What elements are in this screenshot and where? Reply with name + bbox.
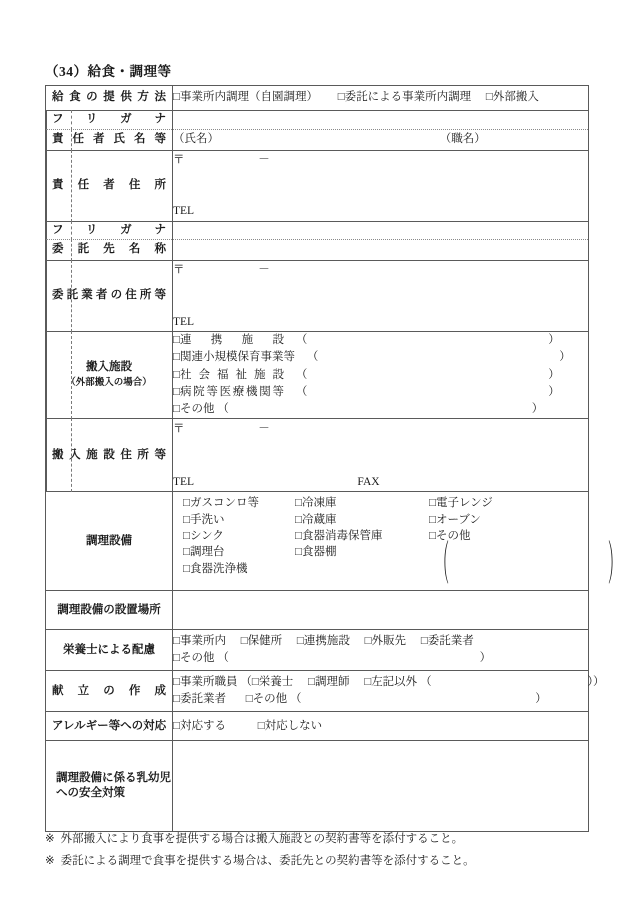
footnote-2: ※ 委託による調理で食事を提供する場合は、委託先との契約書等を添付すること。	[45, 855, 475, 868]
checkbox-refrigerator[interactable]: □ 冷蔵庫	[295, 514, 336, 526]
field-manager-name[interactable]	[173, 129, 589, 150]
hint-job-title: （職名）	[439, 132, 486, 145]
checkbox-allergy-yes[interactable]: □ 対応する	[173, 720, 226, 732]
equipment-column-3	[429, 495, 621, 591]
checkbox-contracted-onsite-cooking[interactable]: □ 委託による事業所内調理	[338, 91, 471, 103]
checkbox-nutri-onsite[interactable]: □ 事業所内	[173, 635, 226, 647]
menu-close-parens: ））	[587, 676, 605, 689]
footnote-1: ※ 外部搬入により食事を提供する場合は搬入施設との契約書等を添付すること。	[45, 833, 464, 845]
checkbox-gas-stove[interactable]: □ ガスコンロ等	[183, 497, 259, 509]
row-menu-creation	[46, 671, 589, 712]
label-nutritionist: 栄養士による配慮	[46, 630, 173, 671]
cell-allergy-options	[173, 712, 589, 741]
field-safety-measures[interactable]	[173, 741, 589, 832]
row-safety-measures	[46, 741, 589, 832]
field-manager-address[interactable]	[173, 150, 589, 221]
label-manager-furigana: フリガナ	[46, 111, 173, 130]
checkbox-oven[interactable]: □ オーブン	[429, 514, 481, 526]
label-contractor-furigana: フリガナ	[46, 221, 173, 240]
label-equipment-location: 調理設備の設置場所	[46, 591, 173, 630]
checkbox-hospital-medical[interactable]: □ 病院等医療機関等	[173, 386, 284, 398]
label-manager-tel: TEL	[173, 205, 195, 218]
bracket-right: ）	[607, 536, 621, 591]
page-title: （34）給食・調理等	[45, 64, 172, 79]
equipment-other-input-bracket[interactable]	[436, 536, 621, 591]
field-contractor-furigana[interactable]	[173, 221, 589, 240]
row-meal-method	[46, 86, 589, 111]
label-delivery-fax: FAX	[357, 475, 380, 488]
equipment-column-1	[183, 495, 295, 587]
equipment-column-2	[295, 495, 429, 587]
row-manager-name	[46, 129, 589, 150]
checkbox-delivery-other[interactable]: □ その他	[173, 403, 214, 415]
checkbox-partner-facility[interactable]: □ 連携施設	[173, 334, 284, 346]
checkbox-dishwasher[interactable]: □ 食器洗浄機	[183, 563, 247, 575]
field-manager-furigana[interactable]	[173, 111, 589, 130]
checkbox-nutri-partner-facility[interactable]: □ 連携施設	[297, 635, 350, 647]
label-contractor-address: 委託業者の住所等	[46, 261, 173, 332]
row-contractor-furigana	[46, 221, 589, 240]
checkbox-nutri-health-center[interactable]: □ 保健所	[241, 635, 282, 647]
postal-mark-icon: 〒	[173, 422, 185, 435]
checkbox-onsite-cooking[interactable]: □ 事業所内調理（自園調理）	[173, 91, 318, 103]
kyushoku-form-table	[45, 85, 621, 832]
postal-dash: －	[258, 422, 270, 435]
field-contractor-name[interactable]	[173, 240, 589, 261]
cell-meal-method-options	[173, 86, 589, 111]
checkbox-sink[interactable]: □ シンク	[183, 530, 224, 542]
row-nutritionist	[46, 630, 589, 671]
checkbox-menu-other[interactable]: □ その他	[246, 693, 287, 705]
label-safety-measures: 調理設備に係る乳幼児への安全対策	[46, 741, 173, 832]
row-equipment-location	[46, 591, 589, 630]
cell-cooking-equipment	[173, 492, 621, 591]
footnote-mark: ※	[45, 833, 55, 845]
row-cooking-equipment	[46, 492, 589, 591]
label-menu-creation: 献立の作成	[46, 671, 173, 712]
checkbox-freezer[interactable]: □ 冷凍庫	[295, 497, 336, 509]
label-delivery-tel: TEL	[173, 475, 194, 488]
cell-menu-creation-options: □ 事業所職員 （ □ 栄養士 □ 調理師 □ 左記以外 （ ）） □ 委託業者 □ その他 （ ）	[173, 671, 589, 712]
checkbox-prep-table[interactable]: □ 調理台	[183, 546, 224, 558]
row-contractor-name	[46, 240, 589, 261]
label-delivery-address: 搬入施設住所等	[46, 419, 173, 492]
label-meal-method: 給食の提供方法	[46, 86, 173, 111]
row-allergy	[46, 712, 589, 741]
checkbox-menu-staff[interactable]: □ 事業所職員	[173, 676, 237, 688]
checkbox-dish-sterilizer[interactable]: □ 食器消毒保管庫	[295, 530, 382, 542]
row-delivery-facility	[46, 332, 589, 419]
label-allergy: アレルギー等への対応	[46, 712, 173, 741]
checkbox-nutri-contractor[interactable]: □ 委託業者	[421, 635, 474, 647]
label-contractor-name: 委託先名称	[46, 240, 173, 261]
checkbox-external-delivery[interactable]: □ 外部搬入	[486, 91, 539, 103]
label-manager-address: 責任者住所	[46, 150, 173, 221]
cell-nutritionist-options: □ 事業所内 □ 保健所 □ 連携施設 □ 外販先 □ 委託業者 □ その他 （ ）	[173, 630, 589, 671]
checkbox-social-welfare-facility[interactable]: □ 社会福祉施設	[173, 369, 284, 381]
bracket-left: （	[436, 536, 450, 591]
label-contractor-tel: TEL	[173, 315, 195, 328]
checkbox-small-scale-childcare[interactable]: □ 関連小規模保育事業等	[173, 351, 295, 363]
label-delivery-facility: 搬入施設 （外部搬入の場合）	[46, 332, 173, 419]
checkbox-menu-other-than-left[interactable]: □ 左記以外	[364, 676, 417, 688]
checkbox-menu-chef[interactable]: □ 調理師	[308, 676, 349, 688]
cell-delivery-facility-options: □ 連携施設 （ ） □ 関連小規模保育事業等 （ ） □ 社会福祉施設 （ ） □ 病院等医療機関等 （ ） □ その他 （ ）	[173, 332, 589, 419]
postal-mark-icon: 〒	[173, 153, 185, 166]
postal-mark-icon: 〒	[173, 264, 185, 277]
field-equipment-location[interactable]	[173, 591, 589, 630]
checkbox-menu-nutritionist[interactable]: □ 栄養士	[252, 676, 293, 688]
checkbox-handwash[interactable]: □ 手洗い	[183, 514, 224, 526]
checkbox-equipment-other[interactable]: □ その他	[429, 530, 470, 542]
footnotes	[45, 828, 605, 873]
row-contractor-address	[46, 261, 589, 332]
label-manager-name: 責任者氏名等	[46, 129, 173, 150]
row-manager-furigana	[46, 111, 589, 130]
checkbox-microwave[interactable]: □ 電子レンジ	[429, 497, 493, 509]
field-contractor-address[interactable]	[173, 261, 589, 332]
postal-dash: －	[258, 264, 270, 277]
field-delivery-address[interactable]	[173, 419, 589, 492]
label-cooking-equipment: 調理設備	[46, 492, 173, 591]
checkbox-menu-contractor[interactable]: □ 委託業者	[173, 693, 226, 705]
postal-dash: －	[258, 153, 270, 166]
checkbox-nutri-other[interactable]: □ その他	[173, 652, 214, 664]
row-delivery-address	[46, 419, 589, 492]
checkbox-nutri-external-vendor[interactable]: □ 外販先	[365, 635, 406, 647]
row-manager-address	[46, 150, 589, 221]
checkbox-dish-cabinet[interactable]: □ 食器棚	[295, 546, 336, 558]
checkbox-allergy-no[interactable]: □ 対応しない	[258, 720, 322, 732]
hint-name: （氏名）	[173, 132, 219, 145]
footnote-mark: ※	[45, 855, 55, 868]
